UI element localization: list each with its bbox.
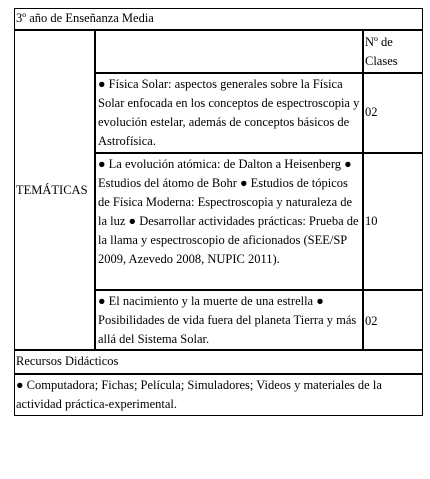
row-2-text: ● La evolución atómica: de Dalton a Heisenberg ● Estudios del átomo de Bohr ● Estudios de tópicos de Física Moderna: Espectroscopia y naturaleza de la luz ● Desarrollar actividades prácticas: Prueba de la llama y espectroscopio de aficionados (SEE/SP 2009, Azevedo 2008, NUPIC 2011). (98, 157, 359, 266)
resources-title: Recursos Didácticos (16, 354, 119, 368)
course-title: 3º año de Enseñanza Media (16, 11, 154, 25)
row-3-clases: 02 (365, 314, 378, 328)
tematicas-label: TEMÁTICAS (16, 183, 88, 197)
row-1-text: ● Física Solar: aspectos generales sobre la Física Solar enfocada en los conceptos de espectroscopia y evolución estelar, además de conceptos básicos de Astrofísica. (98, 77, 360, 148)
empty-header-cell (95, 30, 363, 73)
clases-header: Nº de Clases (365, 35, 398, 68)
row-2-clases: 10 (365, 214, 378, 228)
row-1-clases: 02 (365, 105, 378, 119)
resources-text: ● Computadora; Fichas; Película; Simuladores; Videos y materiales de la actividad práctica-experimental. (16, 378, 382, 411)
row-3-text: ● El nacimiento y la muerte de una estrella ● Posibilidades de vida fuera del planeta Tierra y más allá del Sistema Solar. (98, 294, 357, 346)
